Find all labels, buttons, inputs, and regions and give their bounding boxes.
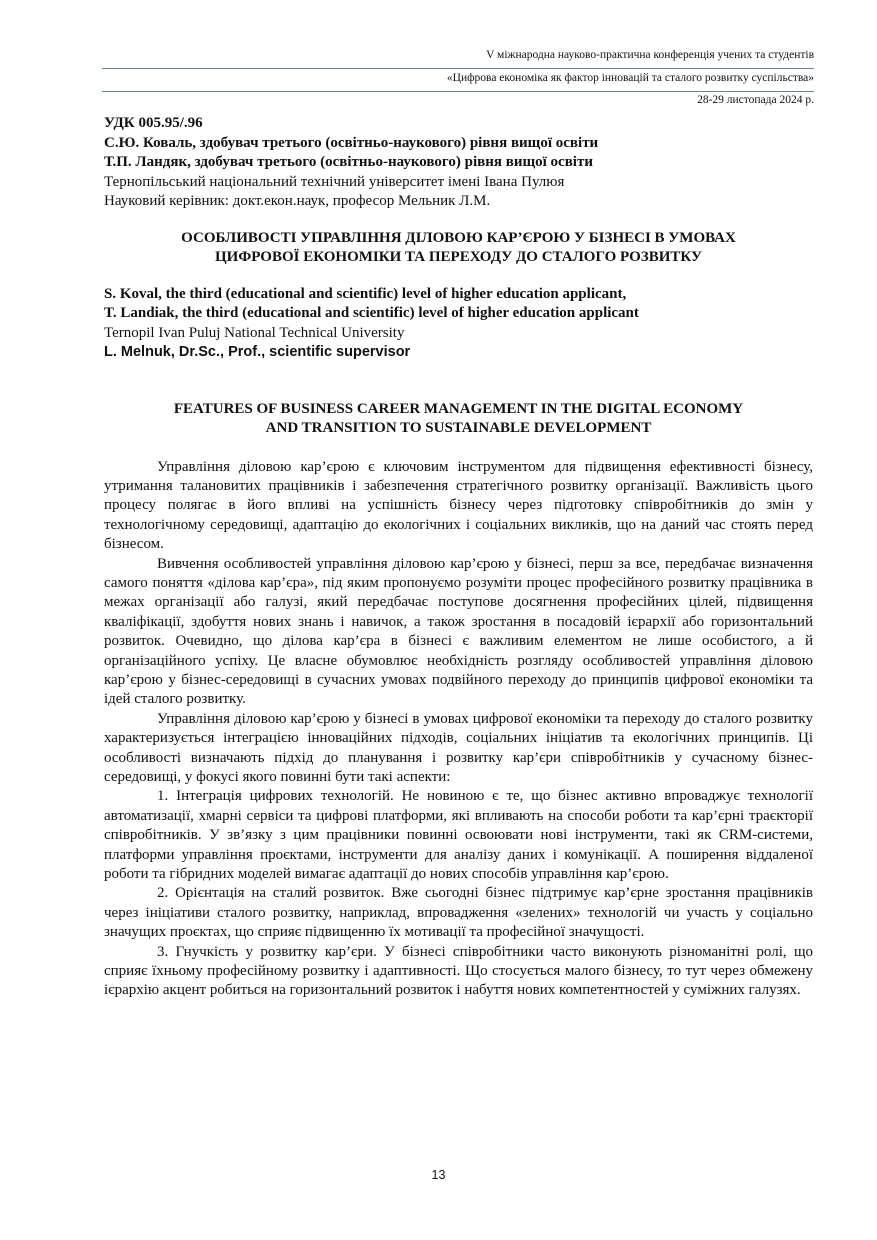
udk-code: УДК 005.95/.96 (104, 115, 203, 131)
supervisor-ua: Науковий керівник: докт.екон.наук, професор Мельник Л.М. (104, 193, 491, 209)
body-paragraph: Управління діловою кар’єрою у бізнесі в умовах цифрової економіки та переходу до сталого розвитку характеризується інтеграцією інноваційних підходів, соціальних ініціатив та екологічних принципів. Ці особливості визначають підхід до планування і розвитку кар’єри співробітників у сучасному бізнес-середовищі, у фокусі якого повинні бути такі аспекти: (104, 710, 813, 785)
header-divider-bottom (102, 91, 814, 92)
supervisor-en: L. Melnuk, Dr.Sc., Prof., scientific supervisor (104, 344, 411, 360)
body-paragraph: Управління діловою кар’єрою є ключовим інструментом для підвищення ефективності бізнесу, утримання талановитих працівників і забезпечення стратегічного розвитку організації. Важливість цього процесу полягає в його впливі на успішність бізнесу через підготовку співробітників до змін у технологічному середовищі, адаптацію до екологічних і соціальних викликів, що на даний час стоять перед бізнесом. (104, 458, 813, 553)
header-date: 28-29 листопада 2024 р. (697, 94, 814, 106)
title-ua-line-1: ОСОБЛИВОСТІ УПРАВЛІННЯ ДІЛОВОЮ КАР’ЄРОЮ У БІЗНЕСІ В УМОВАХ (181, 229, 736, 246)
header-divider-top (102, 68, 814, 69)
title-ua-line-2: ЦИФРОВОЇ ЕКОНОМІКИ ТА ПЕРЕХОДУ ДО СТАЛОГО РОЗВИТКУ (215, 249, 702, 265)
list-item-career-flexibility: 3. Гнучкість у розвитку кар’єри. У бізнесі співробітники часто виконують різноманітні ролі, що сприяє їхньому професійному розвитку і адаптивності. Що стосується малого бізнесу, то тут через обмежену ієрархію акцент робиться на горизонтальний розвиток і набуття нових компетентностей у суміжних галузях. (104, 943, 813, 999)
title-en-line-2: AND TRANSITION TO SUSTAINABLE DEVELOPMENT (265, 420, 652, 436)
author-en-1: S. Koval, the third (educational and scientific) level of higher education applicant, (104, 285, 627, 302)
header-conference: V міжнародна науково-практична конференція учених та студентів (486, 49, 814, 61)
page-number: 13 (431, 1168, 446, 1182)
author-en-2: T. Landiak, the third (educational and scientific) level of higher education applicant (104, 305, 639, 321)
list-item-digital-technologies: 1. Інтеграція цифрових технологій. Не новиною є те, що бізнес активно впроваджує технології автоматизації, хмарні сервіси та цифрові платформи, які впливають на способи роботи та кар’єрні траєкторії співробітників. У зв’язку з цим працівники повинні освоювати нові інструменти, такі як CRM-системи, платформи управління проєктами, інструменти для аналізу даних і комунікації. А поширення віддаленої роботи та гібридних моделей вимагає адаптації до нових способів управління кар’єрою. (104, 788, 813, 883)
affiliation-ua: Тернопільський національний технічний університет імені Івана Пулюя (104, 173, 565, 190)
affiliation-en: Ternopil Ivan Puluj National Technical University (104, 324, 405, 341)
author-ua-1: С.Ю. Коваль, здобувач третього (освітньо-наукового) рівня вищої освіти (104, 134, 599, 151)
title-en-line-1: FEATURES OF BUSINESS CAREER MANAGEMENT IN THE DIGITAL ECONOMY (173, 400, 744, 417)
body-paragraph: Вивчення особливостей управління діловою кар’єрою у бізнесі, перш за все, передбачає визначення самого поняття «ділова кар’єра», під яким пропонуємо розуміти процес професійного розвитку працівника в межах організації або галузі, який передбачає поступове досягнення професійних цілей, підвищення кваліфікації, здобуття нових знань і навичок, а також зростання в посадовій ієрархії або горизонтальний розвиток. Очевидно, що ділова кар’єра в бізнесі є важливим елементом не лише особистого, а й організаційного успіху. Це власне обумовлює необхідність розгляду особливостей управління діловою кар’єрою у бізнес-середовищі в сучасних умовах подвійного переходу до принципів цифрової економіки та ідей сталого розвитку. (104, 555, 813, 708)
article-content (104, 114, 813, 1001)
author-ua-2: Т.П. Ландяк, здобувач третього (освітньо-наукового) рівня вищої освіти (104, 154, 593, 170)
list-item-sustainable-development: 2. Орієнтація на сталий розвиток. Вже сьогодні бізнес підтримує кар’єрне зростання працівників через ініціативи сталого розвитку, наприклад, впровадження «зелених» технологій чи участь у соціально значущих проєктах, що сприяє підвищенню їх мотивації та професійної значущості. (104, 885, 813, 941)
header-theme: «Цифрова економіка як фактор інновацій та сталого розвитку суспільства» (446, 72, 814, 84)
